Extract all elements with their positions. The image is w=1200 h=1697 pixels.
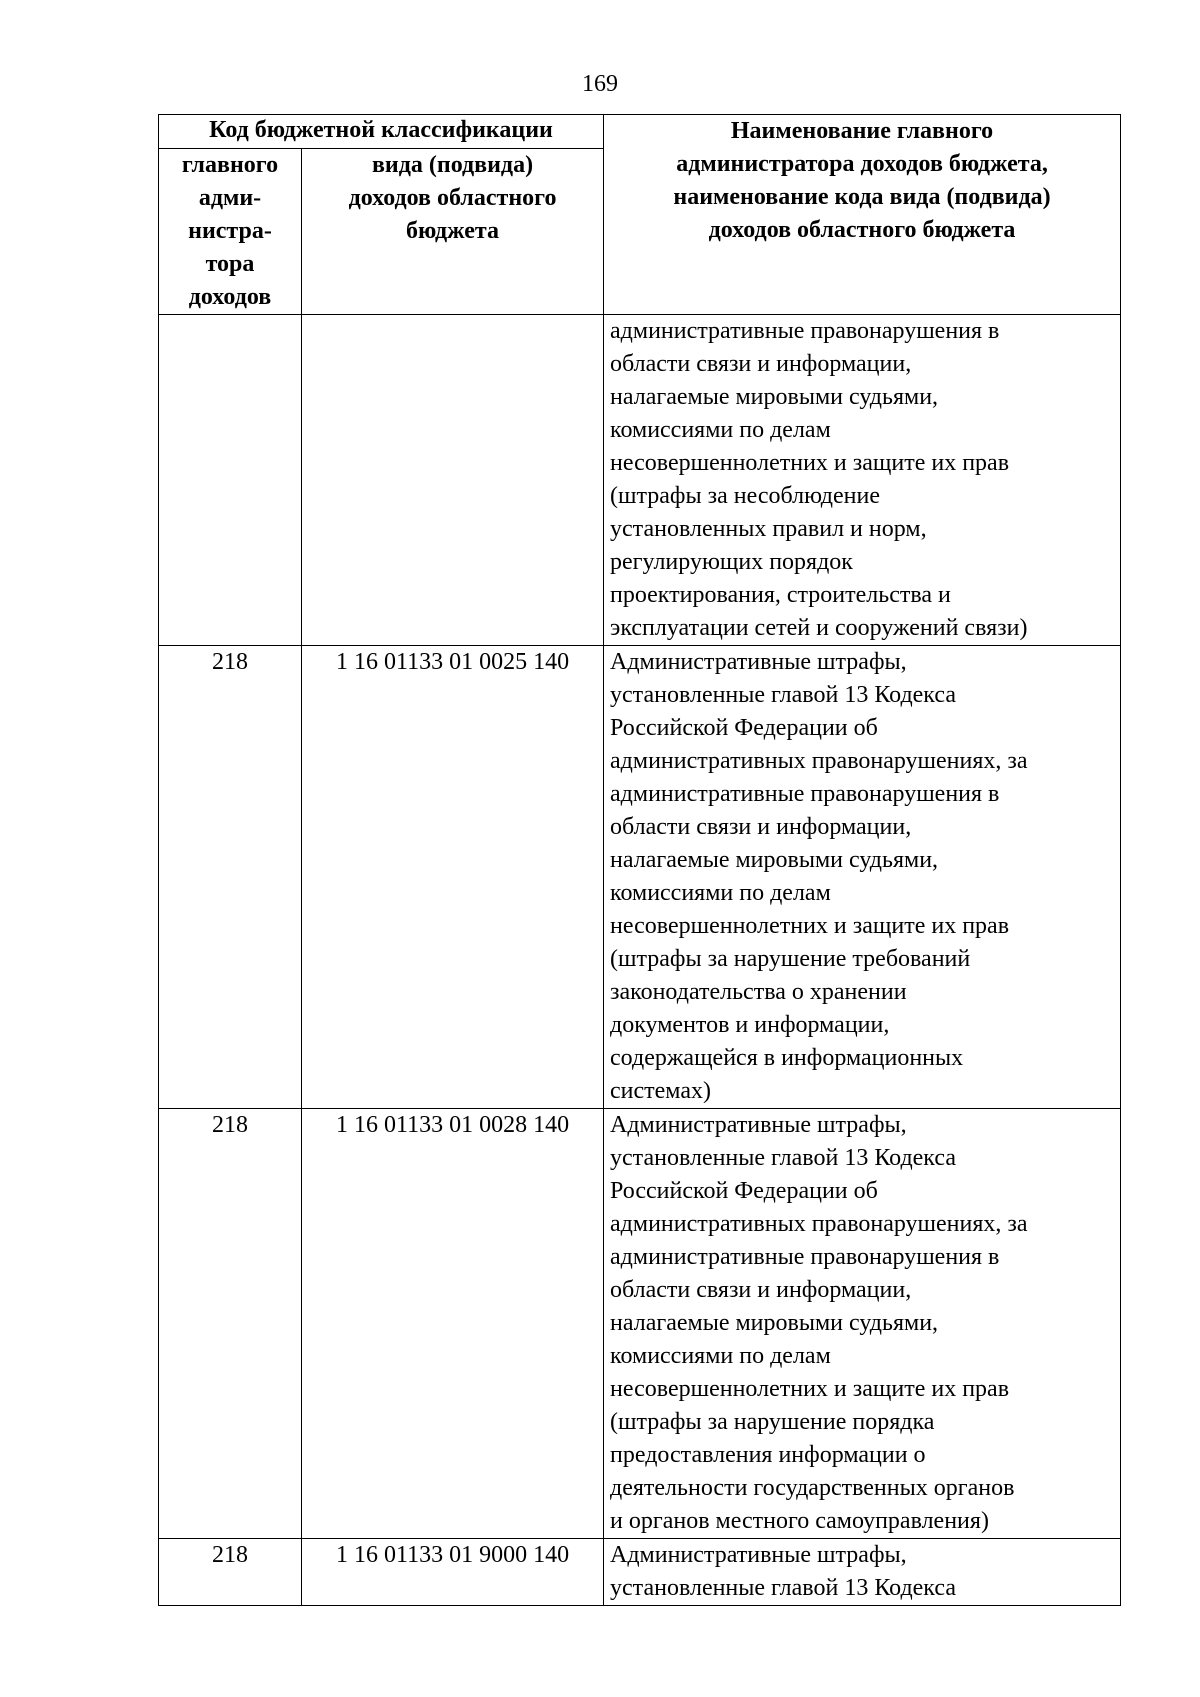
header-row-group <box>159 115 1121 149</box>
income-code-cell: 1 16 01133 01 0025 140 <box>302 646 604 1109</box>
income-name-cell: Административные штрафы, установленные главой 13 Кодекса Российской Федерации об административных правонарушениях, за административные правонарушения в области связи и информации, налагаемые мировыми судьями, комиссиями по делам несовершеннолетних и защите их прав (штрафы за нарушение требований законодательства о хранении документов и информации, содержащейся в информационных системах) <box>604 646 1121 1109</box>
admin-code-cell: 218 <box>159 646 302 1109</box>
header-name-column: Наименование главного администратора доходов бюджета, наименование кода вида (подвида) доходов областного бюджета <box>604 115 1121 315</box>
income-code-cell <box>302 315 604 646</box>
admin-code-cell: 218 <box>159 1109 302 1539</box>
table-row <box>159 646 1121 1109</box>
income-code-cell: 1 16 01133 01 0028 140 <box>302 1109 604 1539</box>
income-code-cell: 1 16 01133 01 9000 140 <box>302 1539 604 1606</box>
header-kind-column: вида (подвида) доходов областного бюджета <box>302 149 604 315</box>
table-row <box>159 1539 1121 1606</box>
table-row <box>159 315 1121 646</box>
income-name-cell: Административные штрафы, установленные главой 13 Кодекса <box>604 1539 1121 1606</box>
admin-code-cell <box>159 315 302 646</box>
header-admin-column: главного адми- нистра- тора доходов <box>159 149 302 315</box>
header-budget-classification-code: Код бюджетной классификации <box>159 115 604 149</box>
budget-classification-table <box>158 114 1121 1606</box>
income-name-cell: Административные штрафы, установленные главой 13 Кодекса Российской Федерации об административных правонарушениях, за административные правонарушения в области связи и информации, налагаемые мировыми судьями, комиссиями по делам несовершеннолетних и защите их прав (штрафы за нарушение порядка предоставления информации о деятельности государственных органов и органов местного самоуправления) <box>604 1109 1121 1539</box>
admin-code-cell: 218 <box>159 1539 302 1606</box>
table-row <box>159 1109 1121 1539</box>
page-number: 169 <box>582 71 618 97</box>
income-name-cell: административные правонарушения в области связи и информации, налагаемые мировыми судьями, комиссиями по делам несовершеннолетних и защите их прав (штрафы за несоблюдение установленных правил и норм, регулирующих порядок проектирования, строительства и эксплуатации сетей и сооружений связи) <box>604 315 1121 646</box>
